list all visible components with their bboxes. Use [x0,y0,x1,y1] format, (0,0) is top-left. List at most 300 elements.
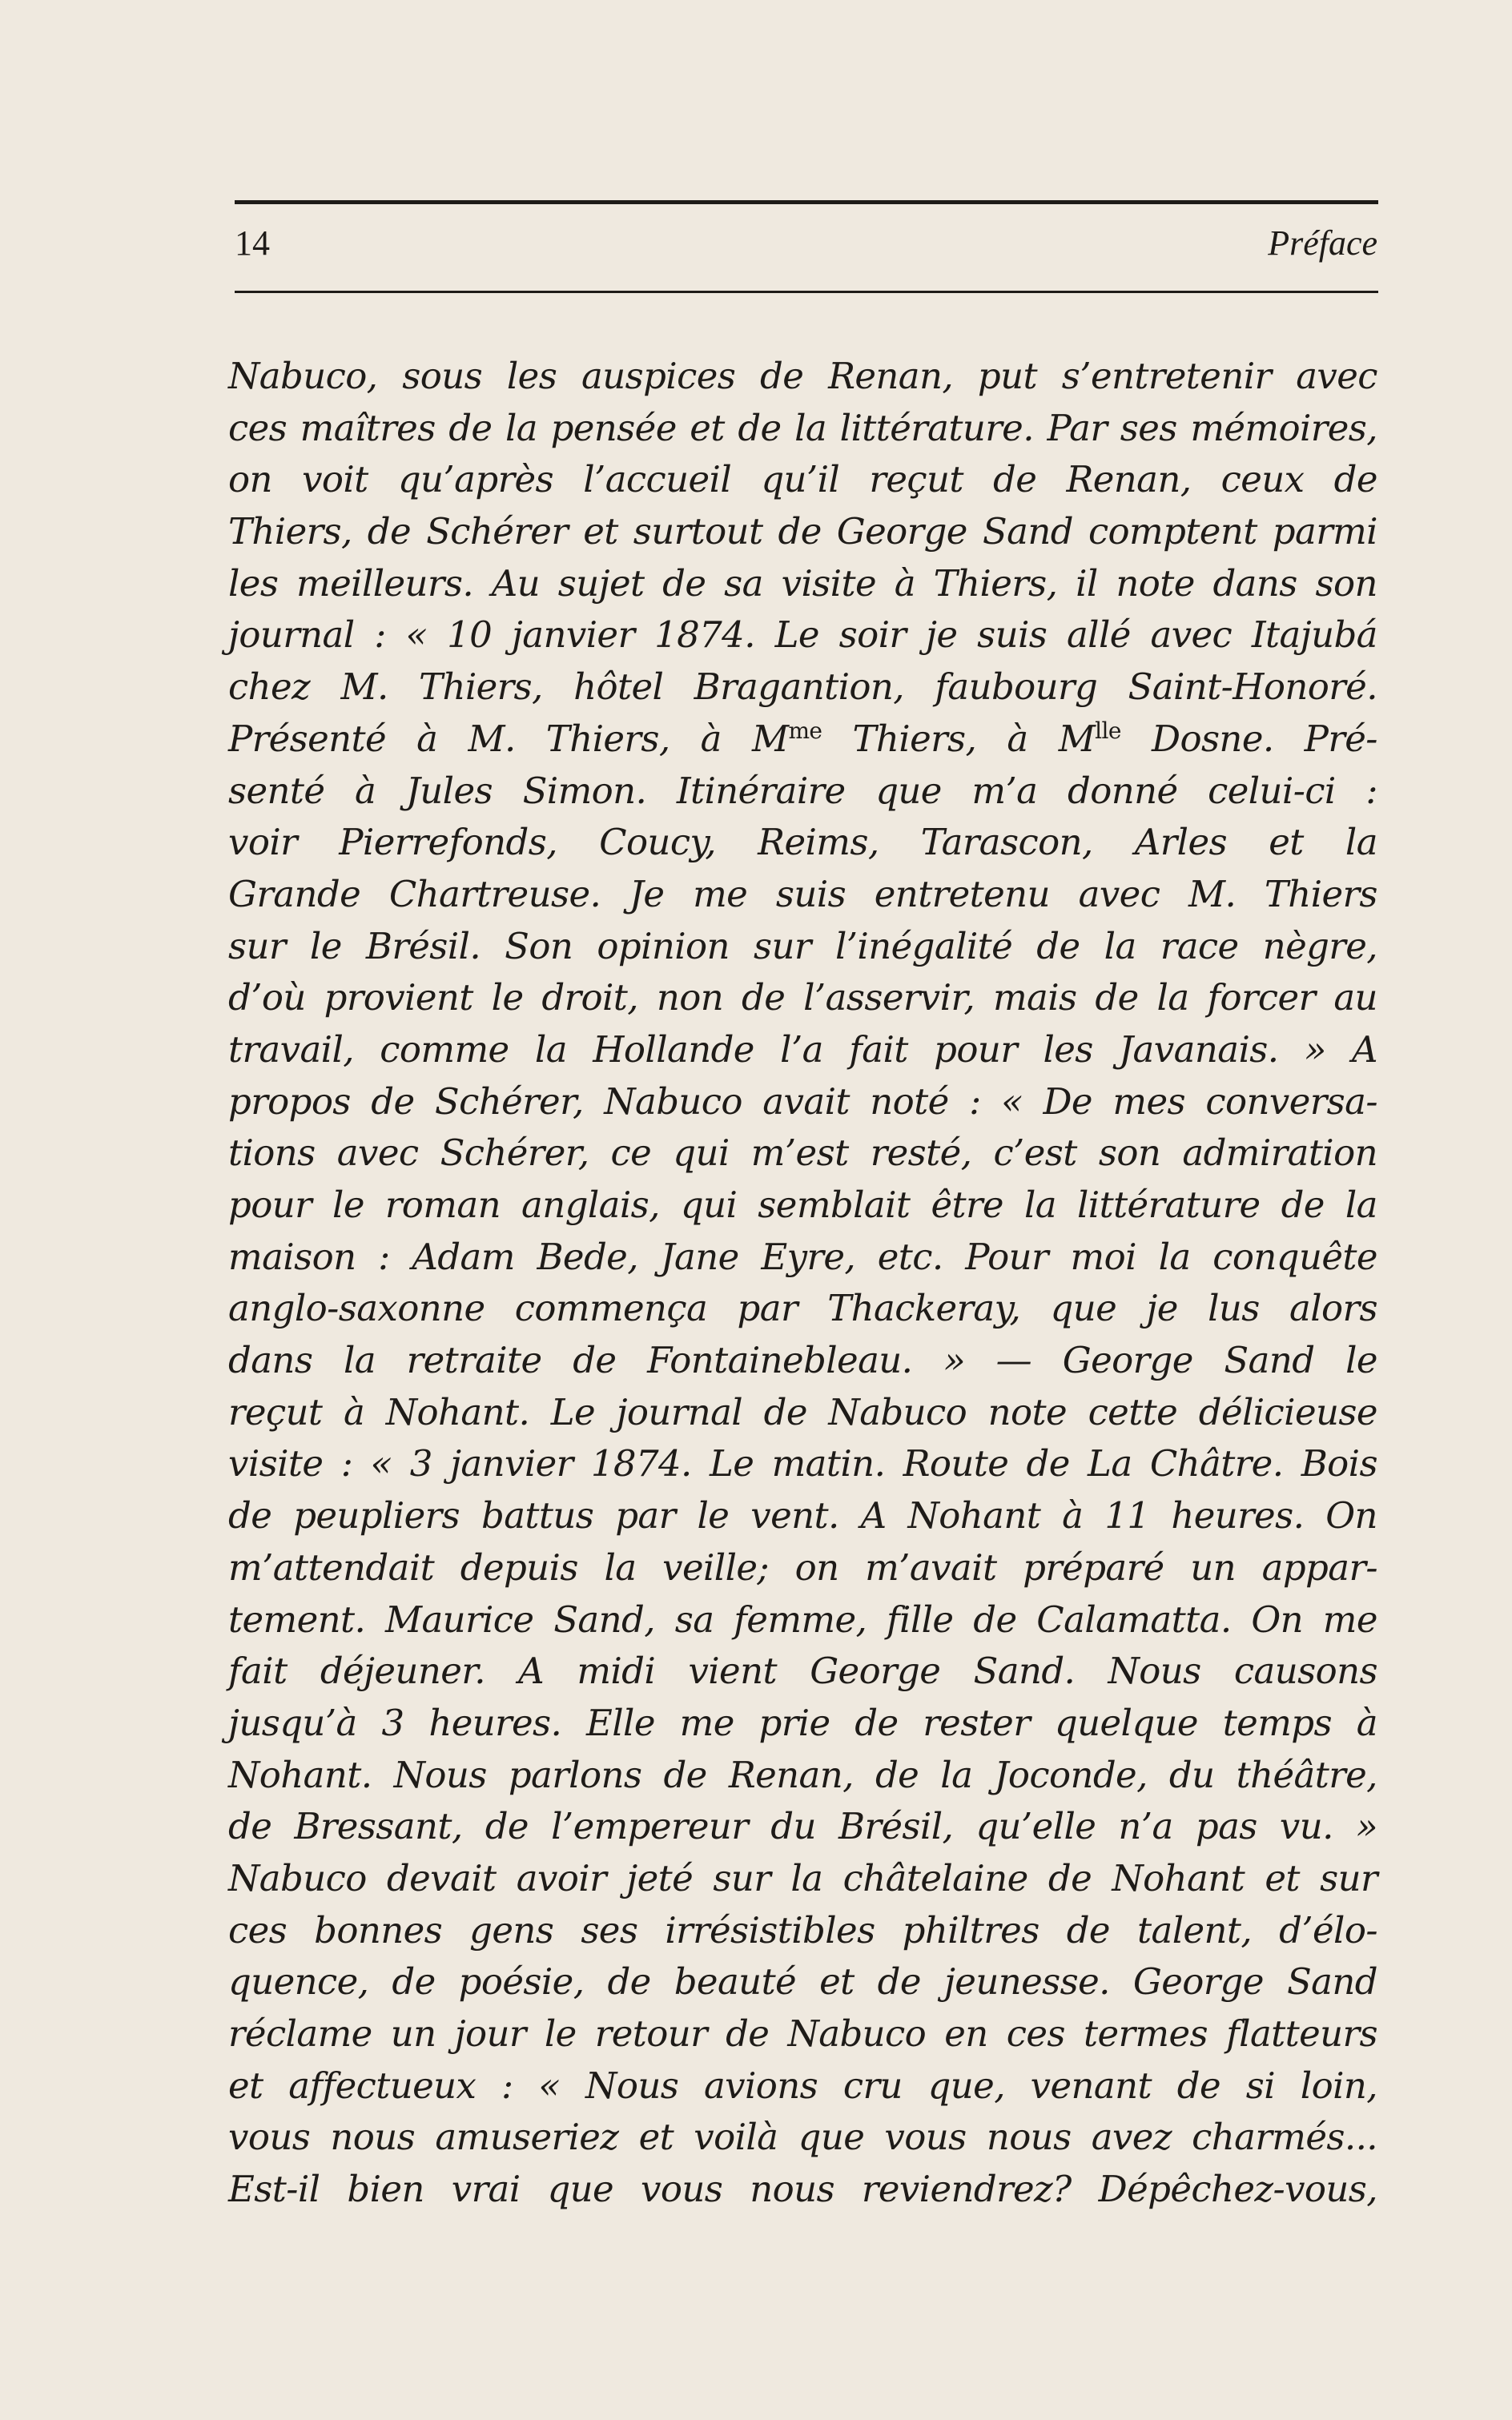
word: les [228,561,279,605]
word: théâtre, [1236,1753,1377,1796]
word: Bragantion, [694,665,904,709]
running-title: Préface [1268,223,1377,263]
word: littérature. [839,406,1034,449]
word: Schérer, [434,1079,584,1123]
word: mes [1112,1079,1185,1123]
word: de [485,1805,529,1848]
word: heures. [428,1701,562,1744]
word: au [1333,976,1377,1019]
word: Chartreuse. [388,872,601,915]
word: d’élo- [1279,1908,1377,1952]
word: beauté [674,1960,797,2004]
word: comme [380,1027,509,1071]
word: sujet [557,561,645,605]
word: Maurice [384,1598,534,1641]
word: je [926,613,958,657]
word: Nabuco [604,1079,742,1123]
word: et [1269,821,1304,864]
word: on [228,458,272,501]
word: Nabuco [828,1390,967,1433]
word: si [1245,2064,1276,2107]
word: jeunesse. [943,1960,1110,2004]
word: la [1345,1184,1377,1226]
word: « [405,613,428,657]
word: comptent [1088,510,1257,553]
word: note [987,1390,1068,1433]
word: Par [1047,406,1108,449]
word: ces [228,406,288,449]
word: avec [336,1132,419,1175]
word: ses [1120,406,1177,449]
word: châtelaine [842,1856,1028,1899]
text-line [228,1750,1377,1802]
word: commença [514,1287,708,1330]
text-line [228,1853,1377,1905]
word: sous [402,355,483,397]
word: ces [1006,2012,1065,2055]
word: retraite [406,1339,542,1382]
word: je [1146,1287,1178,1330]
word: note [1116,561,1195,605]
word: que [875,769,942,812]
word: opinion [597,924,730,967]
word: put [977,355,1037,397]
word: par [737,1287,798,1330]
word: Adam [412,1235,515,1278]
word: Thackeray, [827,1287,1021,1330]
word: la [604,1546,637,1589]
word: la [505,406,538,449]
word: reçut [869,458,963,501]
word: le [544,2012,577,2055]
word: les [1043,1027,1093,1071]
text-line [228,454,1377,506]
word: M. [468,717,516,760]
word: de [760,355,804,397]
word: entretenu [874,872,1050,915]
word: lus [1208,1287,1260,1330]
word: la [790,1856,823,1899]
word: de [877,1960,921,2004]
word: admiration [1182,1132,1377,1175]
word: vous [641,2168,723,2211]
word: Eyre, [761,1235,856,1278]
word: de [993,458,1037,501]
word: nous [330,2116,416,2159]
word: mémoires, [1190,406,1377,449]
word: Le [550,1390,596,1433]
word: sa [674,1598,714,1641]
word: Nous [585,2064,679,2107]
word: Bois [1301,1442,1377,1485]
word: de [1026,1442,1070,1485]
text-line [228,972,1377,1024]
word: de [1176,2064,1220,2107]
word: George [1132,1960,1264,2004]
word: parmi [1272,510,1377,553]
word: de [1048,1856,1092,1899]
word: pensée [550,406,677,449]
word: 3 [381,1701,404,1744]
word: George [1062,1339,1193,1382]
word: Nabuco [228,1856,367,1899]
text-line [228,1438,1377,1490]
word: et [228,2064,263,2107]
text-line [228,1956,1377,2008]
word: et [819,1960,855,2004]
word: George [836,510,967,553]
word: Sand [982,510,1073,553]
word: maîtres [300,406,436,449]
word: pas [1195,1805,1257,1848]
word: causons [1233,1650,1377,1693]
word: le [491,976,524,1019]
word: préparé [1023,1546,1164,1589]
word: Thiers, [419,665,543,709]
text-line [228,869,1377,921]
word: « [538,2064,561,2107]
word: de [662,561,706,605]
word: Grande [228,872,361,915]
word: Nohant [1112,1856,1245,1899]
word: de [1333,458,1377,501]
word: Nabuco [787,2012,927,2055]
word: Thiers, [228,510,352,553]
text-line [228,1387,1377,1439]
word: A [1352,1027,1377,1071]
word: Schérer, [440,1132,589,1175]
word: la [1345,821,1377,864]
word: de [738,406,782,449]
word: charmés... [1192,2116,1377,2159]
word: et [1265,1856,1300,1899]
word: » [1355,1805,1377,1848]
word: midi [577,1650,656,1693]
text-line [228,506,1377,558]
word: femme, [734,1598,867,1641]
word: bien [347,2168,424,2211]
word: et [583,510,618,553]
word: propos [228,1079,351,1123]
word: de [371,1079,415,1123]
word: On [1251,1598,1304,1641]
word: loin, [1300,2064,1377,2107]
word: de [448,406,493,449]
word: me [693,872,748,915]
word: s’entretenir [1061,355,1272,397]
word: M. [340,665,388,709]
word: voilà [694,2116,778,2159]
word: Renan, [828,355,954,397]
word: conquête [1212,1235,1377,1278]
word: anglo-saxonne [228,1287,485,1330]
word: qu’elle [975,1805,1096,1848]
body-text [228,351,1377,2216]
word: M. [1188,872,1237,915]
word: Nohant. [228,1753,372,1796]
word: la [534,1027,567,1071]
text-line [228,609,1377,661]
word: vrai [451,2168,521,2211]
word: Présenté [228,717,387,760]
word: l’accueil [583,458,732,501]
word: un [390,2012,436,2055]
text-line [228,1698,1377,1750]
word: fait [228,1650,288,1693]
word: A [518,1650,545,1693]
header-bottom-rule [235,291,1378,293]
word: philtres [902,1908,1040,1952]
word: Son [505,924,573,967]
word: de [663,1753,707,1796]
word: la [1158,1235,1191,1278]
text-line [228,2060,1377,2112]
word: quelque [1054,1701,1198,1744]
word: le [697,1494,730,1538]
word: devait [386,1856,497,1899]
word: rester [923,1701,1031,1744]
word: le [1345,1339,1377,1382]
word: Sand [1224,1339,1315,1382]
word: Jules [405,769,493,812]
word: reviendrez? [861,2168,1072,2211]
word: ses [581,1908,638,1952]
word: Hollande [593,1027,754,1071]
word: Renan, [1066,458,1192,501]
word: Je [629,872,665,915]
word: déjeuner. [320,1650,485,1693]
word: visite [781,561,876,605]
word: avait [762,1079,850,1123]
word: vent. [750,1494,839,1538]
word: à [355,769,376,812]
word: c’est [993,1132,1077,1175]
word: soir [838,613,907,657]
word: sur [228,924,286,967]
word: noté [870,1079,949,1123]
word: appar- [1261,1546,1377,1589]
word: Châtre. [1149,1442,1284,1485]
word: moi [1070,1235,1136,1278]
word: ce [610,1132,652,1175]
word: ceux [1220,458,1305,501]
word: de [1281,1184,1325,1226]
word: Nohant. [385,1390,530,1433]
word: de [1066,1908,1110,1952]
word: La [1088,1442,1132,1485]
word: : [340,1442,353,1485]
word: être [931,1184,1003,1226]
word: poésie, [458,1960,585,2004]
word: l’inégalité [834,924,1013,967]
word: matin. [771,1442,886,1485]
word: suis [977,613,1048,657]
superscript: me [788,717,822,744]
word: la [1023,1184,1056,1226]
word: de [1036,924,1080,967]
word: faubourg [935,665,1098,709]
word: de [855,1701,899,1744]
word: voir [228,821,298,864]
word: avoir [516,1856,606,1899]
word: de [973,1598,1017,1641]
word: A [860,1494,887,1538]
text-line [228,2112,1377,2164]
word: Au [491,561,541,605]
word: de [367,510,412,553]
word: Dosne. [1151,717,1274,760]
word: retour [594,2012,707,2055]
word: amuseriez [435,2116,619,2159]
word: janvier [450,1442,573,1485]
word: dans [228,1339,313,1382]
word: Sand [1286,1960,1377,2004]
text-line [228,403,1377,455]
text-line [228,661,1377,714]
word: reçut [228,1390,323,1433]
text-line [228,1283,1377,1335]
word: à [1007,717,1028,760]
word: son [1098,1132,1161,1175]
text-line [228,1128,1377,1180]
text-line [228,921,1377,973]
word: qui [673,1132,730,1175]
word: d’où [228,976,306,1019]
word: que [547,2168,614,2211]
word: non [656,976,724,1019]
superscript: lle [1095,717,1121,744]
word: prie [758,1701,830,1744]
word: parlons [508,1753,642,1796]
word: Nabuco, [228,355,378,397]
word: anglais, [521,1184,660,1226]
word: par [615,1494,676,1538]
word: me [1322,1598,1377,1641]
word: voit [302,458,368,501]
text-line [228,1905,1377,1957]
word: le [309,924,342,967]
word: provient [324,976,473,1019]
word: avec [1078,872,1160,915]
text-line [228,1801,1377,1853]
word: Thiers, [852,717,977,760]
word: sur [713,1856,771,1899]
word: Jane [660,1235,739,1278]
word: : [374,613,386,657]
word: « [1001,1079,1023,1123]
word: — [995,1339,1032,1382]
word: talent, [1136,1908,1253,1952]
word: du [770,1805,816,1848]
word: 3 [409,1442,432,1485]
word: à [416,717,438,760]
word: : [378,1235,390,1278]
word: $M^{me}$ [751,717,822,760]
word: peupliers [293,1494,460,1538]
word: roman [384,1184,501,1226]
word: 11 [1104,1494,1150,1538]
word: allé [1066,613,1131,657]
word: journal [616,1390,743,1433]
page-number: 14 [235,223,270,263]
word: Saint-Honoré. [1128,665,1377,709]
text-line [228,1490,1377,1542]
word: maison [228,1235,356,1278]
word: de [875,1753,919,1796]
word: sa [724,561,763,605]
word: bonnes [314,1908,443,1952]
word: l’asservir, [803,976,975,1019]
word: visite [228,1442,324,1485]
word: flatteurs [1226,2012,1377,2055]
text-line [228,2164,1377,2216]
word: n’a [1118,1805,1173,1848]
word: » [943,1339,965,1382]
word: avez [1091,2116,1172,2159]
word: de [778,510,822,553]
word: à [700,717,722,760]
word: du [1168,1753,1215,1796]
word: Nohant [907,1494,1041,1538]
word: : [969,1079,981,1123]
word: vous [884,2116,967,2159]
word: avions [703,2064,818,2107]
word: littérature [1077,1184,1261,1226]
word: jour [454,2012,526,2055]
word: qui [680,1184,738,1226]
text-line [228,817,1377,869]
word: depuis [460,1546,578,1589]
word: donné [1068,769,1178,812]
word: de [573,1339,617,1382]
word: et [638,2116,674,2159]
word: de [392,1960,436,2004]
word: meilleurs. [296,561,474,605]
text-line [228,766,1377,818]
word: pour [228,1184,312,1226]
word: Thiers, [933,561,1058,605]
word: pour [934,1027,1018,1071]
word: senté [228,769,325,812]
word: Pré- [1304,717,1377,760]
word: que [798,2116,865,2159]
word: Calamatta. [1036,1598,1232,1641]
word: m’attendait [228,1546,435,1589]
word: fille [886,1598,954,1641]
word: : [501,2064,513,2107]
word: Route [903,1442,1009,1485]
word: 1874. [654,613,755,657]
word: Bede, [537,1235,638,1278]
word: auspices [581,355,736,397]
word: Brésil, [838,1805,954,1848]
word: Itinéraire [676,769,846,812]
word: avec [1296,355,1377,397]
word: Le [774,613,819,657]
word: m’avait [865,1546,997,1589]
word: de [228,1494,272,1538]
word: la [794,406,827,449]
word: Fontainebleau. [647,1339,913,1382]
word: Thiers, [545,717,670,760]
word: en [944,2012,988,2055]
text-line [228,1335,1377,1387]
text-line [228,1076,1377,1128]
word: janvier [511,613,635,657]
word: à [1062,1494,1084,1538]
word: celui-ci [1208,769,1336,812]
text-line [228,351,1377,403]
